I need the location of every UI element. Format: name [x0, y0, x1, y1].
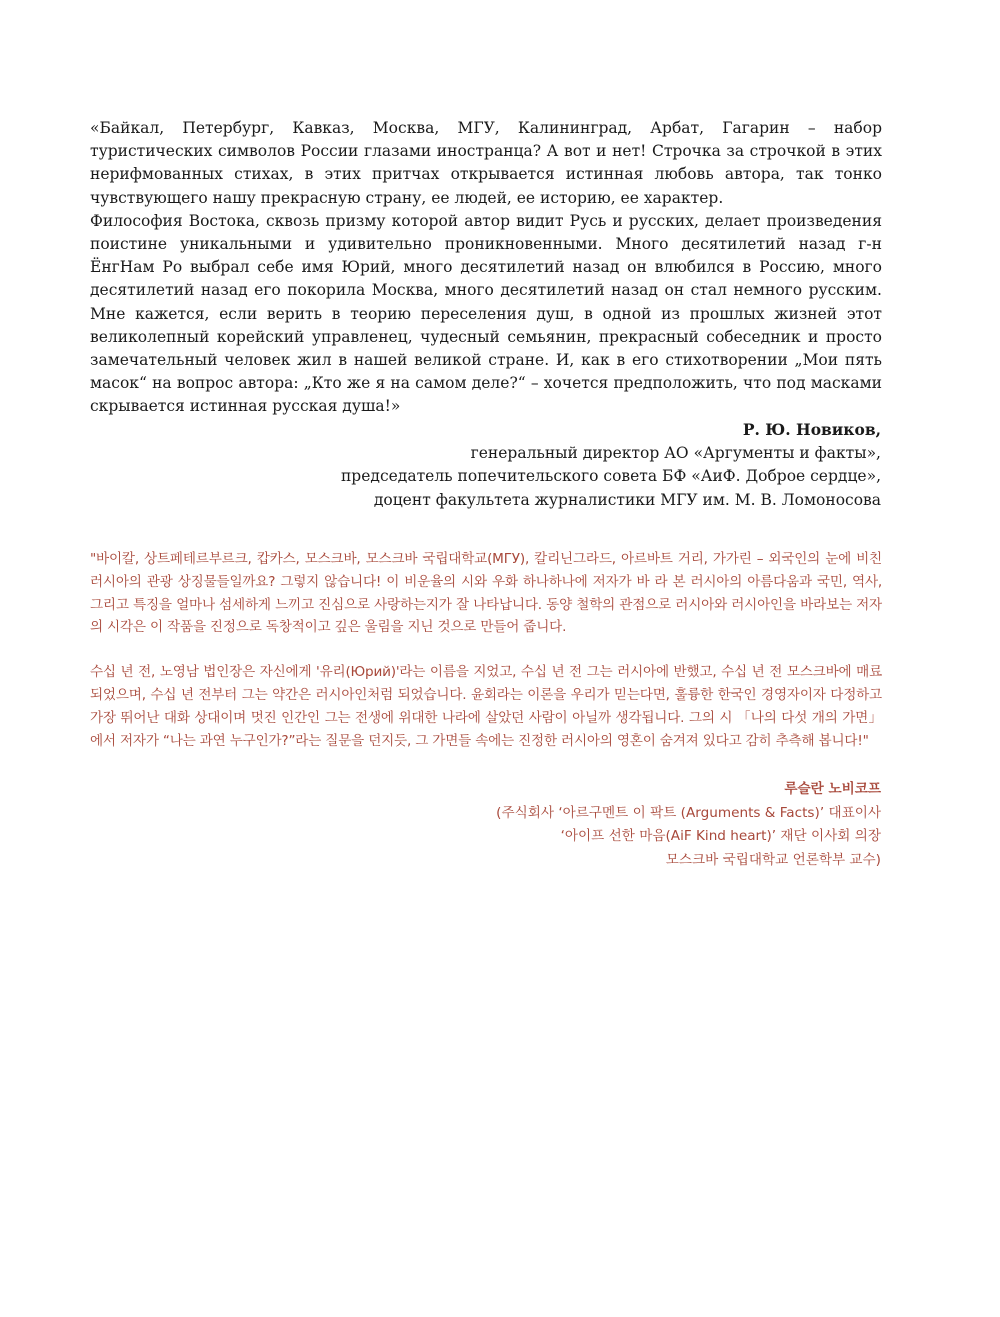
korean-signature-title-1: (주식회사 ‘아르구멘트 이 팍트 (Arguments & Facts)’ 대표이사 [496, 804, 881, 821]
russian-signature-name: Р. Ю. Новиков, [742, 420, 881, 439]
korean-signature-title-2: ‘아이프 선한 마음(AiF Kind heart)’ 재단 이사회 의장 [560, 828, 881, 845]
russian-paragraph-1: «Байкал, Петербург, Кавказ, Москва, МГУ, Калининград, Арбат, Гагарин – набор туристических символов России глазами иностранца? А вот и нет! Строчка за строчкой в этих нерифмованных стихах, в этих притчах открывается истинная любовь автора, так тонко чувствующего нашу прекрасную страну, ее людей, ее историю, ее характер. [90, 119, 882, 207]
korean-signature [300, 778, 881, 872]
korean-signature-title-3: 모스크바 국립대학교 언론학부 교수) [665, 851, 881, 868]
korean-paragraph-1: "바이칼, 상트페테르부르크, 캅카스, 모스크바, 모스크바 국립대학교(МГУ), 칼리닌그라드, 아르바트 거리, 가가린 – 외국인의 눈에 비친 러시아의 관광 상징물들일까요? 그렇지 않습니다! 이 비운율의 시와 우화 하나하나에 저자가 바 라 본 러시아의 아름다움과 국민, 역사, 그리고 특징을 얼마나 섬세하게 느끼고 진심으로 사랑하는지가 잘 나타납니다. 동양 철학의 관점으로 러시아와 러시아인을 바라보는 저자의 시각은 이 작품을 진정으로 독창적이고 깊은 울림을 지닌 것으로 만들어 줍니다. [90, 551, 882, 636]
russian-signature [300, 418, 881, 512]
korean-paragraph-2: 수십 년 전, 노영남 법인장은 자신에게 '유리(Юрий)'라는 이름을 지었고, 수십 년 전 그는 러시아에 반했고, 수십 년 전 모스크바에 매료되었으며, 수십 년 전부터 그는 약간은 러시아인처럼 되었습니다. 윤회라는 이론을 우리가 믿는다면, 훌륭한 한국인 경영자이자 다정하고 가장 뛰어난 대화 상대이며 멋진 인간인 그는 전생에 위대한 나라에 살았던 사람이 아닐까 생각됩니다. 그의 시 「나의 다섯 개의 가면」에서 저자가 “나는 과연 누구인가?”라는 질문을 던지듯, 그 가면들 속에는 진정한 러시아의 영혼이 숨겨져 있다고 감히 추측해 봅니다!" [90, 664, 882, 749]
korean-signature-name: 루슬란 노비코프 [784, 781, 881, 797]
korean-quote [90, 548, 882, 752]
russian-quote [90, 117, 882, 419]
russian-paragraph-2: Философия Востока, сквозь призму которой автор видит Русь и русских, делает произведения поистине уникальными и удивительно проникновенными. Много десятилетий назад г-н ЁнгНам Ро выбрал себе имя Юрий, много десятилетий назад он влюбился в Россию, много десятилетий назад его покорила Москва, много десятилетий назад он стал немного русским. Мне кажется, если верить в теорию переселения душ, в одной из прошлых жизней этот великолепный корейский управленец, чудесный семьянин, прекрасный собеседник и просто замечательный человек жил в нашей великой стране. И, как в его стихотворении „Мои пять масок“ на вопрос автора: „Кто же я на самом деле?“ – хочется предположить, что под масками скрывается истинная русская душа!» [90, 211, 882, 416]
russian-signature-title-2: председатель попечительского совета БФ «АиФ. Доброе сердце», [340, 467, 881, 486]
russian-signature-title-1: генеральный директор АО «Аргументы и факты», [470, 443, 881, 462]
russian-signature-title-3: доцент факультета журналистики МГУ им. М. В. Ломоносова [373, 490, 881, 509]
